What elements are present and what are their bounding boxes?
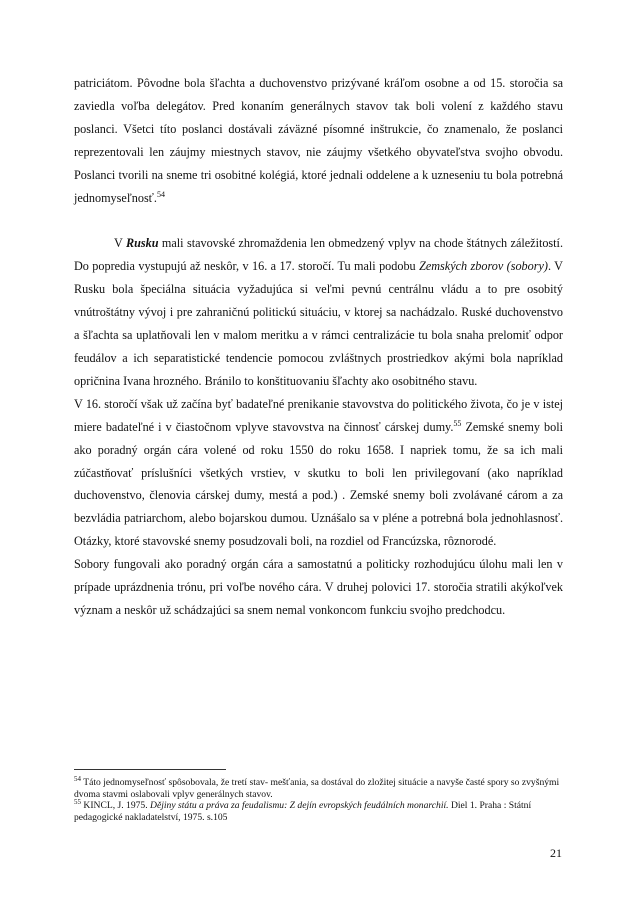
footnote-ref-55: 55 (453, 418, 462, 428)
paragraph-2: V Rusku mali stavovské zhromaždenia len obmedzený vplyv na chode štátnych záležitostí. Do popredia vystupujú až neskôr, v 16. a 17. storočí. Tu mali podobu Zemských zborov (sobory). V Rusku bola špeciálna situácia vyžadujúca si veľmi pevnú centrálnu vládu a to pre osobitý vnútroštátny vývoj i pre zahraničnú politickú situáciu, v ktorej sa nachádzalo. Ruské duchovenstvo a šľachta sa uplatňovali len v malom meritku a v rámci centralizácie tu bola snaha prelomiť odpor feudálov a ich separatistické tendencie pomocou zvláštnych prostriedkov akými bola napríklad opričnina Ivana hrozného. Bránilo to konštituovaniu šľachty ako osobitného stavu. (74, 236, 563, 388)
footnote-ref-54: 54 (156, 189, 165, 199)
paragraph-1: patriciátom. Pôvodne bola šľachta a duchovenstvo prizývané kráľom osobne a od 15. storočia sa zaviedla voľba delegátov. Pred konaním generálnych stavov tak boli volení z každého stavu poslanci. Všetci títo poslanci dostávali záväzné písomné inštrukcie, čo znamenalo, že poslanci reprezentovali len záujmy miestnych stavov, nie záujmy všetkého obyvateľstva svojho obvodu. Poslanci tvorili na sneme tri osobitné kolégiá, ktoré jednali oddelene a k uzneseniu tu bola potrebná jednomyseľnosť.$^{54}$ (74, 76, 563, 205)
paragraph-3: V 16. storočí však už začína byť badateľné prenikanie stavovstva do politického života, čo je v istej miere badateľné i v čiastočnom vplyve stavovstva na činnosť cárskej dumy.$^{55}$ Zemské snemy boli ako poradný orgán cára volené od roku 1550 do roku 1658. I napriek tomu, že sa ich mali zúčastňovať príslušníci všetkých vrstiev, v skutku to boli len privilegovaní (ako napríklad duchovenstvo, členovia cárskej dumy, mestá a pod.) . Zemské snemy boli zvolávané cárom a za bezvládia patriarchom, alebo bojarskou dumou. Uznášalo sa v pléne a potrebná bola jednohlasnosť. Otázky, ktoré stavovské snemy posudzovali boli, na rozdiel od Francúzska, rôznorodé. (74, 396, 563, 549)
footnotes (74, 774, 570, 823)
emphasis-zemskych-zborov: Zemských zborov (sobory) (419, 259, 548, 274)
footnote-55: $^{55}$ KINCL, J. 1975. Dějiny státu a práva za feudalismu: Z dejín evropských feudálních monarchií. Diel 1. Praha : Státní pedagogické nakladatelství, 1975. s.105 (74, 798, 532, 823)
body-text (74, 72, 563, 622)
emphasis-rusku: Rusku (125, 236, 159, 251)
page-number: 21 (550, 846, 562, 860)
footnote-divider (74, 769, 226, 770)
footnote-54: $^{54}$ Táto jednomyseľnosť spôsobovala, že tretí stav- mešťania, sa dostával do zložitej situácie a navyše časté spory so zvyšnými dvoma stavmi oslabovali vplyv generálnych stavov. (74, 774, 560, 800)
paragraph-4: Sobory fungovali ako poradný orgán cára a samostatnú a politicky rozhodujúcu úlohu mali len v prípade uprázdnenia trónu, pri voľbe nového cára. V druhej polovici 17. storočia stratili akýkoľvek význam a neskôr už schádzajúci sa snem nemal vonkoncom funkciu svojho predchodcu. (74, 557, 563, 617)
